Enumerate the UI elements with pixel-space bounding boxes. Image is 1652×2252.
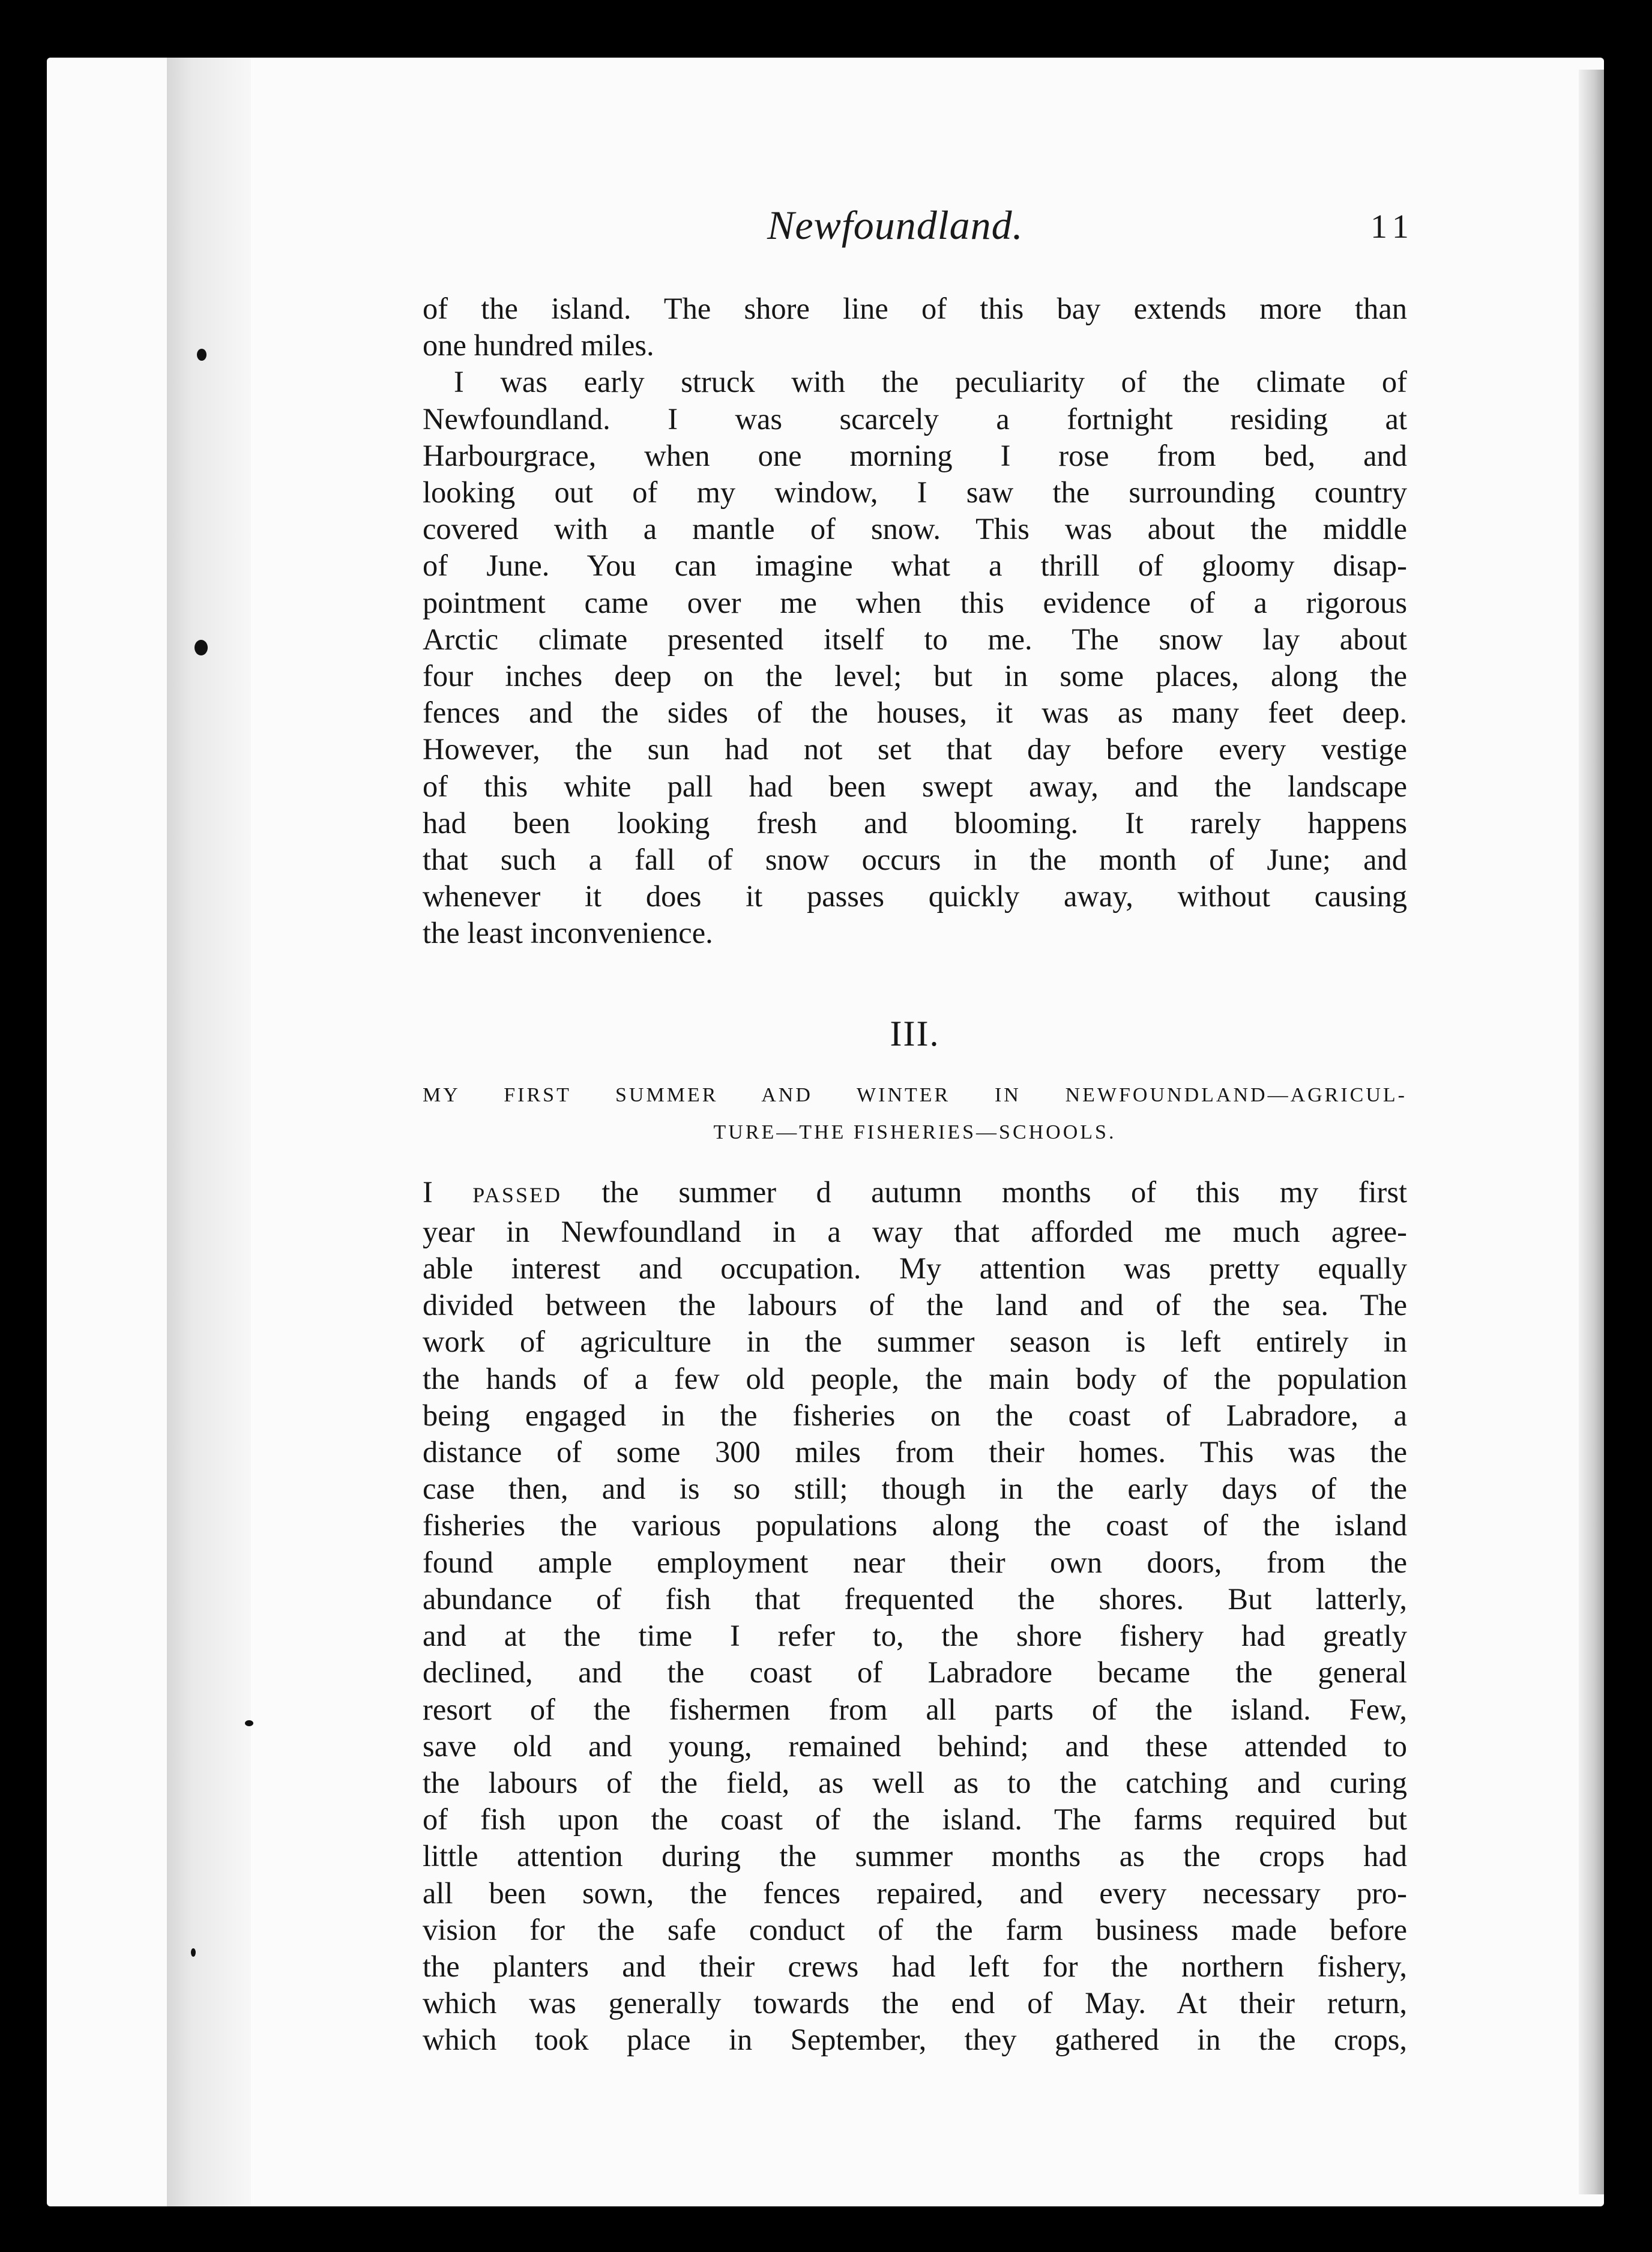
chapter-title-line: TURE—THE FISHERIES—SCHOOLS.	[713, 1121, 1117, 1143]
text-line: all been sown, the fences repaired, and every necessary pro-	[423, 1876, 1407, 1910]
scan-speck	[191, 1948, 196, 1957]
text-line: Arctic climate presented itself to me. The snow lay about	[423, 622, 1407, 656]
running-head: Newfoundland.	[767, 202, 1023, 248]
page-gutter-shadow	[167, 58, 251, 2206]
text-line: resort of the fishermen from all parts of the island. Few,	[423, 1692, 1407, 1726]
page-edge-shadow	[1579, 70, 1604, 2194]
page-number: 11	[1370, 208, 1415, 245]
text-line: of the island. The shore line of this bay extends more than	[423, 292, 1407, 325]
text-line: divided between the labours of the land and of the sea. The	[423, 1288, 1407, 1322]
text-line: fisheries the various populations along the coast of the island	[423, 1508, 1407, 1543]
text-line: Harbourgrace, when one morning I rose from bed, and	[423, 438, 1407, 472]
paragraph-continuation	[423, 291, 1407, 364]
scan-speck	[245, 1720, 253, 1726]
text-line: save old and young, remained behind; and these attended to	[423, 1729, 1407, 1763]
text-line: covered with a mantle of snow. This was about the middle	[423, 512, 1407, 546]
text-line: whenever it does it passes quickly away, without causing	[423, 879, 1407, 914]
text-line: distance of some 300 miles from their homes. This was the	[423, 1435, 1407, 1469]
text-line: and at the time I refer to, the shore fishery had greatly	[423, 1619, 1407, 1653]
text-line: of June. You can imagine what a thrill of gloomy disap-	[423, 549, 1407, 583]
chapter-number: III.	[890, 1013, 940, 1053]
text-line: being engaged in the fisheries on the coast of Labradore, a	[423, 1398, 1407, 1432]
text-line: little attention during the summer months as the crops had	[423, 1839, 1407, 1873]
text-line-first	[423, 1174, 1407, 1214]
body-text	[423, 291, 1407, 2059]
paragraph-climate	[423, 364, 1407, 951]
text-line: year in Newfoundland in a way that afforded me much agree-	[423, 1214, 1407, 1248]
text-line: vision for the safe conduct of the farm business made before	[423, 1912, 1407, 1946]
paragraph-summer	[423, 1174, 1407, 2059]
text-line: the labours of the field, as well as to the catching and curing	[423, 1765, 1407, 1799]
book-page	[47, 58, 1604, 2206]
text-line: of fish upon the coast of the island. The farms required but	[423, 1802, 1407, 1837]
text-line: declined, and the coast of Labradore became the general	[423, 1655, 1407, 1690]
chapter-title	[423, 1077, 1407, 1151]
text-line: abundance of fish that frequented the shores. But latterly,	[423, 1582, 1407, 1616]
chapter-title-line: MY FIRST SUMMER AND WINTER IN NEWFOUNDLAND—AGRICUL-	[423, 1083, 1407, 1106]
text-line: the planters and their crews had left for the northern fishery,	[423, 1949, 1407, 1983]
text-line: fences and the sides of the houses, it was as many feet deep.	[423, 696, 1407, 730]
small-caps-word: PASSED	[472, 1182, 562, 1207]
text-line: Newfoundland. I was scarcely a fortnight residing at	[423, 402, 1407, 436]
scan-speck	[194, 640, 208, 655]
text-line: which was generally towards the end of May. At their return,	[423, 1986, 1407, 2020]
text-line: the least inconvenience.	[423, 916, 713, 950]
text-line: had been looking fresh and blooming. It rarely happens	[423, 805, 1407, 840]
text-line: pointment came over me when this evidence of a rigorous	[423, 585, 1407, 619]
scan-speck	[197, 349, 206, 361]
text-line: However, the sun had not set that day before every vestige	[423, 732, 1407, 766]
text-line: which took place in September, they gathered in the crops,	[423, 2023, 1407, 2057]
text-line: looking out of my window, I saw the surrounding country	[423, 475, 1407, 510]
text-line: of this white pall had been swept away, and the landscape	[423, 769, 1407, 803]
text-line: found ample employment near their own doors, from the	[423, 1545, 1407, 1579]
lead-in-letter: I	[423, 1175, 433, 1209]
text-line: case then, and is so still; though in the early days of the	[423, 1472, 1407, 1506]
text-line: the hands of a few old people, the main body of the population	[423, 1361, 1407, 1395]
text-line: four inches deep on the level; but in some places, along the	[423, 659, 1407, 693]
text-line: work of agriculture in the summer season is left entirely in	[423, 1325, 1407, 1359]
text-line: that such a fall of snow occurs in the month of June; and	[423, 843, 1407, 877]
text-line: one hundred miles.	[423, 328, 654, 363]
text-line: able interest and occupation. My attention was pretty equally	[423, 1251, 1407, 1286]
first-line-rest: the summer d autumn months of this my first	[601, 1175, 1408, 1209]
text-line: I was early struck with the peculiarity of the climate of	[454, 365, 1407, 399]
